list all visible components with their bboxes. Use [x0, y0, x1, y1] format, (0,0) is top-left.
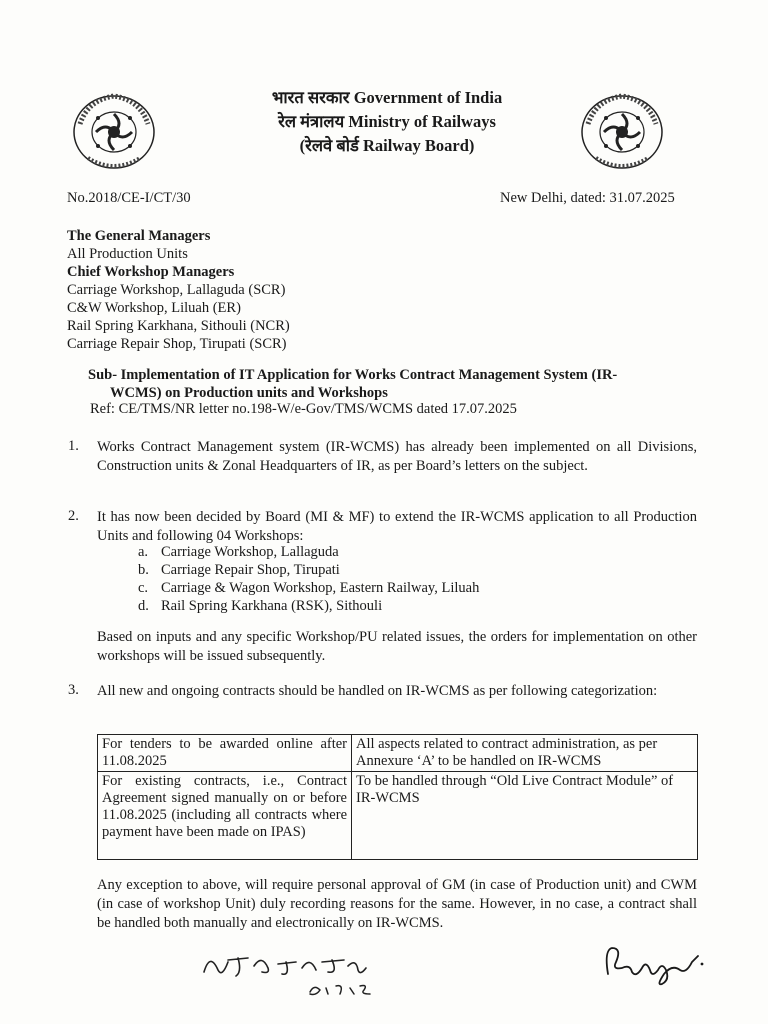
left-seal-icon	[58, 84, 170, 180]
list-item: d. Rail Spring Karkhana (RSK), Sithouli	[138, 598, 383, 614]
addressee-title-cwm: Chief Workshop Managers	[67, 264, 235, 280]
letterhead-line-3	[222, 134, 552, 158]
addressee-line: All Production Units	[67, 246, 188, 262]
para-2-followup: Based on inputs and any specific Workshop/PU related issues, the orders for implementation on other workshops will be issued subsequently.	[97, 629, 697, 664]
right-seal-icon	[566, 84, 678, 180]
letterhead-line-2	[222, 110, 552, 134]
para-3-text: All new and ongoing contracts should be handled on IR-WCMS as per following categorization:	[97, 683, 658, 699]
subject-line-2: WCMS) on Production units and Workshops	[110, 385, 388, 401]
workshop-list	[138, 543, 479, 615]
letterhead-en-2: Ministry of Railways	[348, 112, 496, 131]
para-1-text: Works Contract Management system (IR-WCMS) has already been implemented on all Divisions, Construction units & Zonal Headquarters of IR, as per Board’s letters on the subject.	[97, 439, 697, 474]
table-cell: For existing contracts, i.e., Contract Agreement signed manually on or before 11.08.2025 (including all contracts where payment have been made on IPAS)	[98, 772, 352, 860]
addressee-title-gm: The General Managers	[67, 228, 211, 244]
para-3-number: 3.	[68, 682, 79, 698]
list-item: a. Carriage Workshop, Lallaguda	[138, 544, 339, 560]
list-item: c. Carriage & Wagon Workshop, Eastern Railway, Liluah	[138, 580, 480, 596]
letterhead-hindi-3: (रेलवे बोर्ड	[299, 136, 359, 155]
letterhead-en-1: Government of India	[353, 88, 503, 107]
table-row	[98, 735, 698, 772]
para-2-number: 2.	[68, 508, 79, 524]
table-cell: All aspects related to contract administration, as per Annexure ‘A’ to be handled on IR-WCMS	[352, 735, 698, 772]
para-1-number: 1.	[68, 438, 79, 454]
addressee-line: Carriage Workshop, Lallaguda (SCR)	[67, 282, 286, 298]
addressee-line: C&W Workshop, Liluah (ER)	[67, 300, 241, 316]
table-cell: To be handled through “Old Live Contract Module” of IR-WCMS	[352, 772, 698, 860]
para-2-text: It has now been decided by Board (MI & MF) to extend the IR-WCMS application to all Production Units and following 04 Workshops:	[97, 509, 697, 544]
letter-number: No.2018/CE-I/CT/30	[67, 190, 191, 206]
letterhead-line-1	[222, 86, 552, 110]
handwritten-note	[198, 942, 398, 1002]
letterhead-en-3: Railway Board)	[363, 136, 475, 155]
subject-line-1: Sub- Implementation of IT Application for Works Contract Management System (IR-	[88, 367, 618, 383]
letter-date: New Delhi, dated: 31.07.2025	[500, 190, 675, 206]
table-cell: For tenders to be awarded online after 11.08.2025	[98, 735, 352, 772]
subject-block	[88, 366, 700, 402]
list-item: b. Carriage Repair Shop, Tirupati	[138, 562, 340, 578]
signature	[600, 940, 710, 990]
reference-line: Ref: CE/TMS/NR letter no.198-W/e-Gov/TMS/WCMS dated 17.07.2025	[90, 401, 517, 417]
addressee-line: Carriage Repair Shop, Tirupati (SCR)	[67, 336, 287, 352]
addressee-line: Rail Spring Karkhana, Sithouli (NCR)	[67, 318, 290, 334]
table-row	[98, 772, 698, 860]
letterhead-hindi-1: भारत सरकार	[271, 88, 350, 107]
categorization-table	[97, 734, 698, 860]
closing-paragraph: Any exception to above, will require personal approval of GM (in case of Production unit) and CWM (in case of workshop Unit) duly recording reasons for the same. However, in no case, a contract shall be handled both manually and electronically on IR-WCMS.	[97, 877, 697, 931]
letterhead	[222, 86, 552, 158]
letterhead-hindi-2: रेल मंत्रालय	[278, 112, 345, 131]
addressee-block	[67, 227, 290, 353]
